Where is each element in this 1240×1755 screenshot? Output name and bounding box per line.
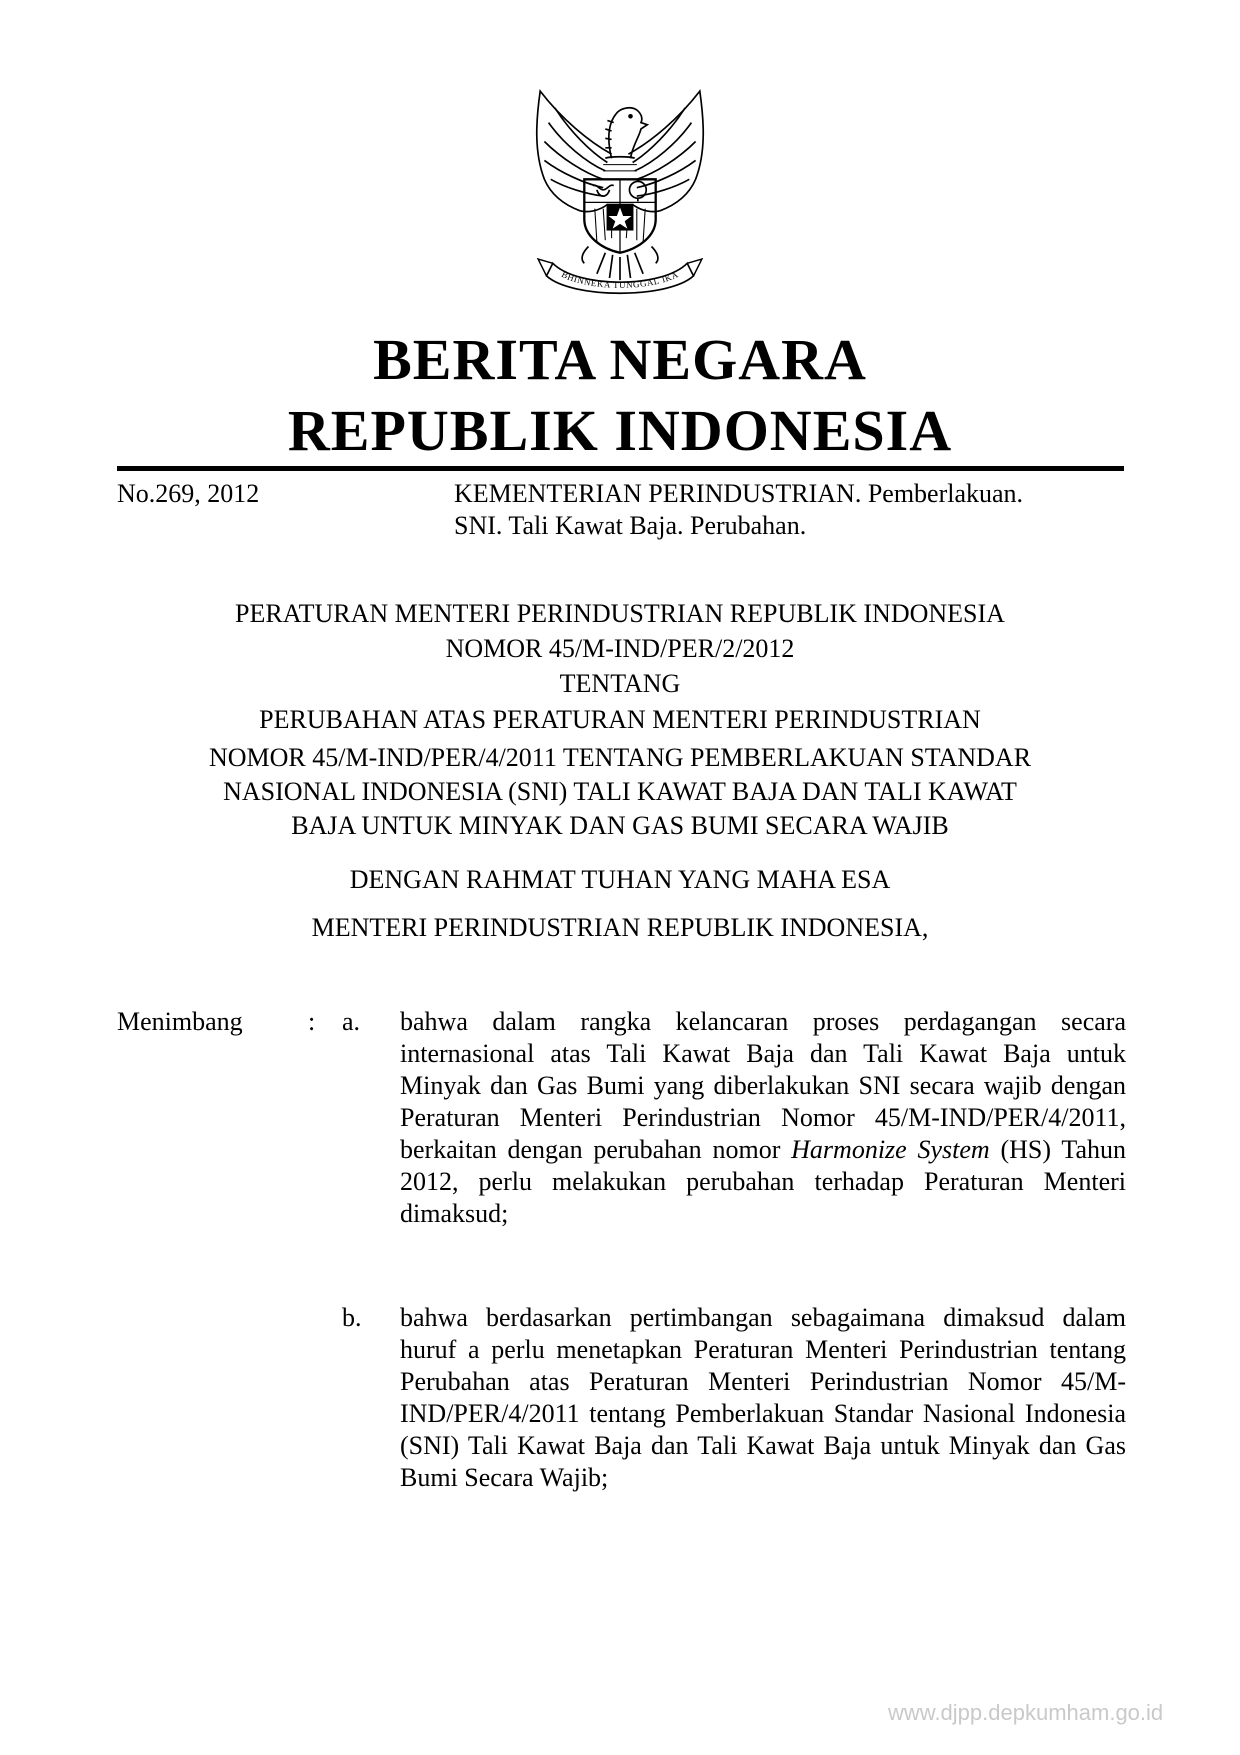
- regulation-heading-about: TENTANG: [559, 669, 681, 698]
- regulation-heading-line: PERATURAN MENTERI PERINDUSTRIAN REPUBLIK INDONESIA: [235, 599, 1005, 628]
- source-watermark: www.djpp.depkumham.go.id: [888, 1700, 1164, 1725]
- considering-item-a: [400, 1006, 1126, 1230]
- masthead-title: BERITA NEGARA: [373, 327, 867, 392]
- issue-subject-line: SNI. Tali Kawat Baja. Perubahan.: [454, 511, 807, 540]
- masthead-divider: [117, 466, 1124, 471]
- issue-subject-line: KEMENTERIAN PERINDUSTRIAN. Pemberlakuan.: [454, 479, 1024, 508]
- preamble-line: MENTERI PERINDUSTRIAN REPUBLIK INDONESIA,: [311, 913, 929, 942]
- preamble-line: DENGAN RAHMAT TUHAN YANG MAHA ESA: [349, 865, 891, 894]
- issue-number: No.269, 2012: [117, 479, 260, 508]
- item-marker: a.: [342, 1007, 361, 1036]
- item-a-text: (HS) Tahun 2012, perlu melakukan perubahan terhadap Peraturan Menteri dimaksud;: [400, 1135, 1126, 1228]
- regulation-heading-line: NASIONAL INDONESIA (SNI) TALI KAWAT BAJA DAN TALI KAWAT: [223, 777, 1017, 806]
- regulation-heading-line: BAJA UNTUK MINYAK DAN GAS BUMI SECARA WAJIB: [291, 811, 949, 840]
- regulation-heading-line: PERUBAHAN ATAS PERATURAN MENTERI PERINDUSTRIAN: [259, 705, 981, 734]
- item-a-italic-term: Harmonize System: [791, 1135, 990, 1164]
- considering-colon: :: [308, 1007, 316, 1036]
- garuda-pancasila-emblem-icon: [515, 88, 725, 300]
- considering-label: Menimbang: [117, 1007, 243, 1036]
- item-a-text: bahwa dalam rangka kelancaran proses perdagangan secara internasional atas Tali Kawat Baja dan Tali Kawat Baja untuk Minyak dan Gas Bumi yang diberlakukan SNI secara wajib dengan Peraturan Menteri Perindustrian Nomor 45/M-IND/PER/4/2011, berkaitan dengan perubahan nomor: [400, 1007, 1126, 1164]
- regulation-number: NOMOR 45/M-IND/PER/2/2012: [445, 634, 795, 663]
- emblem-motto-text: BHINNEKA TUNGGAL IKA: [559, 269, 681, 291]
- regulation-heading-line: NOMOR 45/M-IND/PER/4/2011 TENTANG PEMBERLAKUAN STANDAR: [208, 743, 1032, 772]
- considering-item-b: bahwa berdasarkan pertimbangan sebagaimana dimaksud dalam huruf a perlu menetapkan Peraturan Menteri Perindustrian tentang Perubahan atas Peraturan Menteri Perindustrian Nomor 45/M-IND/PER/4/2011 tentang Pemberlakuan Standar Nasional Indonesia (SNI) Tali Kawat Baja dan Tali Kawat Baja untuk Minyak dan Gas Bumi Secara Wajib;: [400, 1303, 1126, 1492]
- masthead-subtitle: REPUBLIK INDONESIA: [287, 398, 953, 463]
- issue-subject: [454, 478, 1126, 542]
- item-marker: b.: [342, 1303, 362, 1332]
